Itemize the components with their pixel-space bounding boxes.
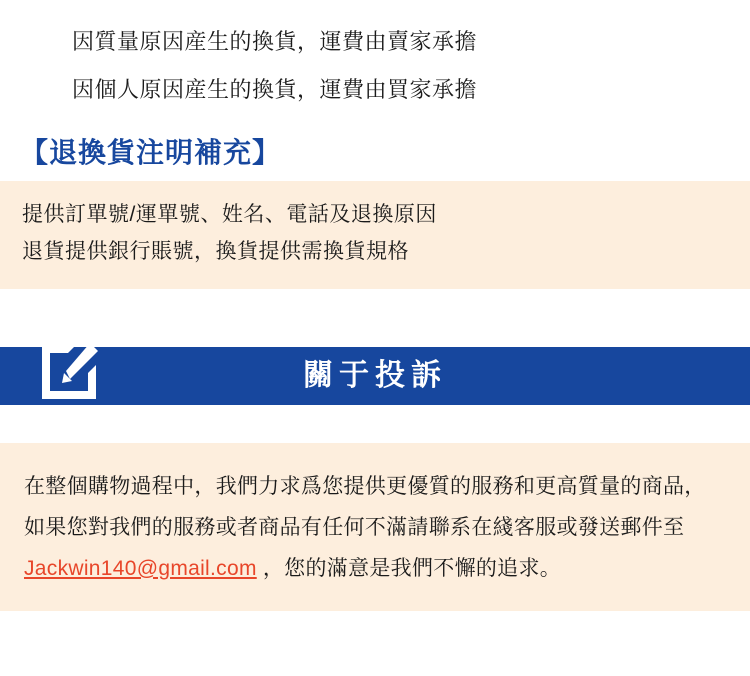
return-note-line-1: 提供訂單號/運單號、姓名、電話及退換原因 — [22, 203, 437, 227]
pencil-edit-icon — [36, 319, 122, 405]
complaint-banner — [0, 347, 750, 409]
complaint-banner-title: 關于投訴 — [303, 358, 447, 392]
about-text-after: ，您的滿意是我們不懈的追求。 — [256, 556, 562, 580]
about-service-box — [0, 443, 750, 611]
about-text-before: 在整個購物過程中，我們力求爲您提供更優質的服務和更高質量的商品，如果您對我們的服務或者商品有任何不滿請聯系在綫客服或發送郵件至 — [24, 474, 706, 539]
support-email-link[interactable]: Jackwin140@gmail.com — [24, 556, 257, 580]
return-note-heading: 【退換貨注明補充】 — [20, 137, 282, 169]
return-policy-lines — [0, 0, 750, 113]
policy-line-personal: 因個人原因産生的換貨，運費由買家承擔 — [72, 76, 478, 102]
return-note-line-2: 退貨提供銀行賬號，換貨提供需換貨規格 — [22, 240, 409, 264]
about-service-text — [24, 467, 726, 590]
return-note-box — [0, 181, 750, 289]
policy-line-quality: 因質量原因産生的換貨，運費由賣家承擔 — [72, 29, 478, 54]
